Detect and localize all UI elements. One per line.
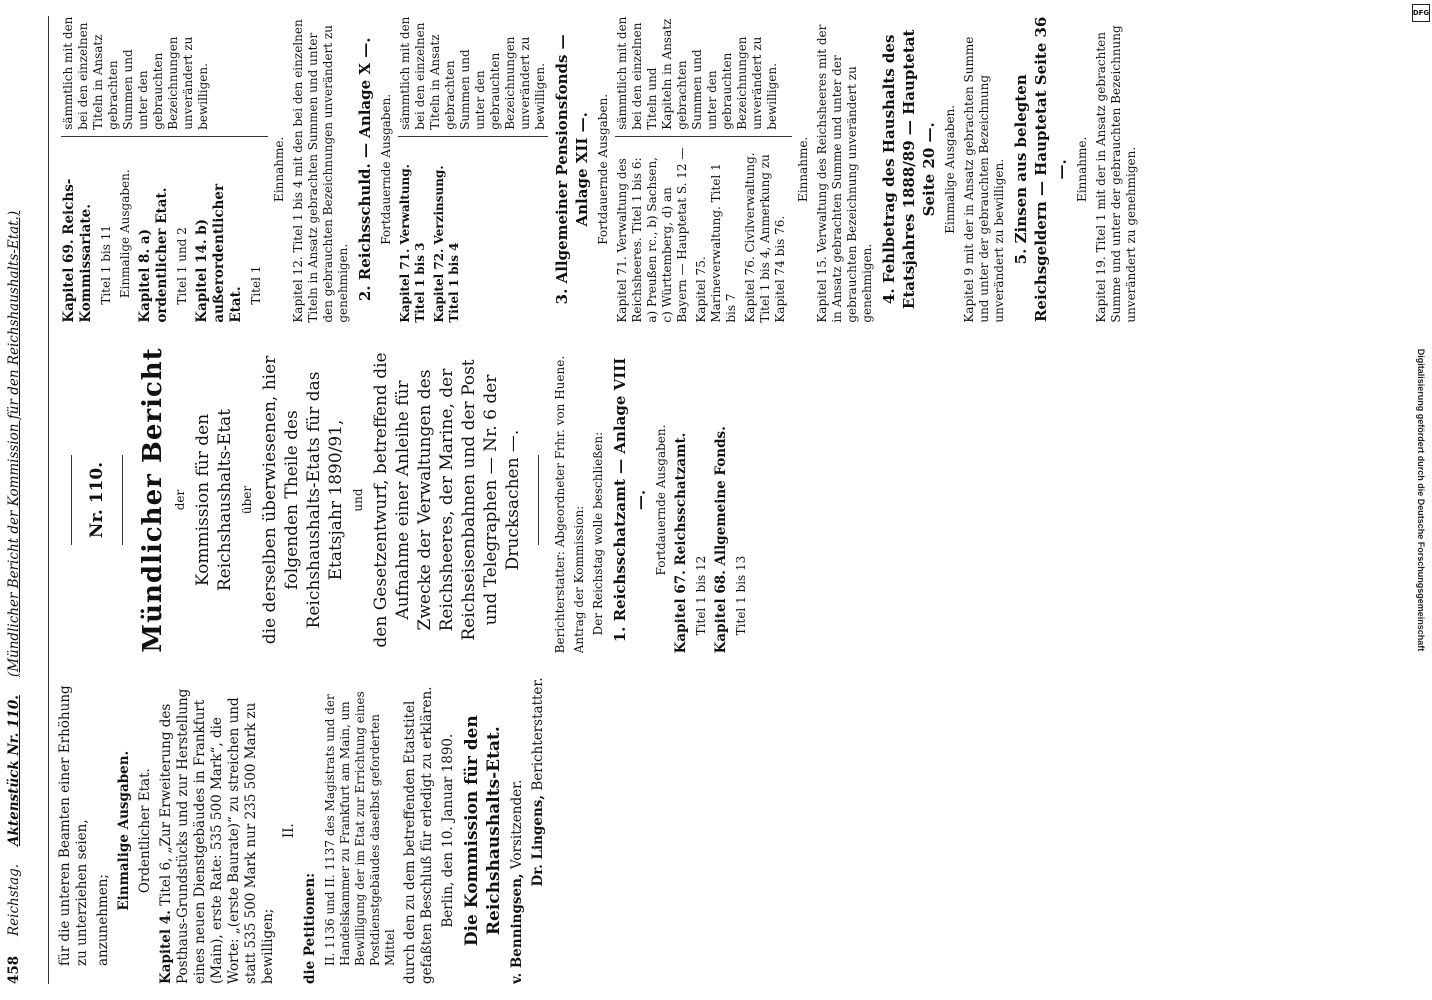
signer-1-role: Vorsitzender. xyxy=(509,779,525,870)
brace-note-2: sämmtlich mit den bei den einzelnen Titeln in Ansatz gebrachten Summen und unter den gebrauchten Bezeichnungen unverändert zu bewilligen. xyxy=(398,16,548,137)
petitionen-text: II. 1136 und II. 1137 des Magistrats und der Handelskammer zu Frankfurt am Main, um Bewilligung der im Etat zur Errichtung eines Postdienstgebäudes daselbst geforderten Mittel xyxy=(323,691,397,966)
dfg-logo-icon: DFG xyxy=(1412,4,1430,22)
section-1-heading: 1. Reichsschatzamt — Anlage VIII —. xyxy=(611,357,649,643)
section-5-heading: 5. Zinsen aus belegten Reichsgeldern — Hauptetat Seite 36 —. xyxy=(1012,16,1070,323)
section-3-heading: 3. Allgemeiner Pensionsfonds — Anlage XII —. xyxy=(553,34,591,305)
kapitel-19: Kapitel 19. Titel 1 mit der in Ansatz gebrachten Summe und unter der gebrauchten Bezeichnung unverändert zu genehmigen. xyxy=(1094,25,1138,323)
kapitel-75: Kapitel 75. Marineverwaltung. Titel 1 bis 7 xyxy=(694,163,738,323)
und-text: und xyxy=(351,488,365,512)
signer-2-role: Berichterstatter. xyxy=(530,677,546,791)
page-header xyxy=(6,16,49,984)
column-left xyxy=(57,677,1397,984)
kapitel-15: Kapitel 15. Verwaltung des Reichsheeres mit der in Ansatz gebrachten Summe und unter der gebrauchten Bezeichnung unverändert zu genehmigen. xyxy=(815,24,874,323)
kapitel-4-label: Kapitel 4. xyxy=(158,910,174,984)
kapitel-4-text: Titel 6, „Zur Erweiterung des Posthaus-Grundstücks und zur Herstellung eines neuen Dienstgebäudes in Frankfurt (Main), erste Rate: 535 500 Mark“, die Worte: „(erste Baurate)“ zu streichen und statt 535 500 Mark nur 235 500 Mark zu bewilligen; xyxy=(158,688,276,984)
date-line: Berlin, den 10. Januar 1890. xyxy=(440,733,456,928)
header-title: (Mündlicher Bericht der Kommission für den Reichshaushalts-Etat.) xyxy=(6,210,22,678)
signer-1-name: v. Benningsen, xyxy=(509,873,525,984)
kapitel-9: Kapitel 9 mit der in Ansatz gebrachten Summe und unter der gebrauchten Bezeichnung unverändert zu bewilligen. xyxy=(962,36,1006,323)
fortdauernde-heading: Fortdauernde Ausgaben. xyxy=(654,424,668,576)
kapitel-68: Kapitel 68. Allgemeine Fonds. xyxy=(713,426,729,654)
dfg-sidebar xyxy=(1410,0,1432,1000)
kapitel-14-titel: Titel 1 xyxy=(249,265,263,305)
roman-ii: II. xyxy=(281,823,297,839)
einmalige-heading-right: Einmalige Ausgaben. xyxy=(118,169,132,299)
column-middle xyxy=(57,347,1397,654)
fortdauernde-heading-3: Fortdauernde Ausgaben. xyxy=(596,93,610,245)
kapitel-71-heer: Kapitel 71. Verwaltung des Reichsheeres. Titel 1 bis 6: a) Preußen rc., b) Sachsen, c) Württemberg, d) an Bayern — Hauptetat S. 12 — xyxy=(615,147,689,323)
block-kapitel-71-76 xyxy=(615,16,792,323)
report-number: Nr. 110. xyxy=(87,461,107,539)
section-2-heading: 2. Reichsschuld. — Anlage X —. xyxy=(356,37,374,302)
kapitel-8-titel: Titel 1 und 2 xyxy=(175,227,189,305)
kapitel-76: Kapitel 76. Civilverwaltung. Titel 1 bis 4, Anmerkung zu Kapitel 74 bis 76. xyxy=(743,152,787,323)
brace-note-3: sämmtlich mit den bei den einzelnen Titeln und Kapiteln in Ansatz gebrachten Summen und unter den gebrauchten Bezeichnungen unverändert zu bewilligen. xyxy=(615,16,792,137)
kapitel-67-titel: Titel 1 bis 12 xyxy=(694,555,708,636)
kapitel-72: Kapitel 72. Verzinsung. Titel 1 bis 4 xyxy=(432,165,461,323)
einnahme-heading: Einnahme. xyxy=(272,136,286,202)
kapitel-14: Kapitel 14. b) außerordentlicher Etat. xyxy=(194,183,244,323)
ueber-text: über xyxy=(240,485,254,515)
accept-text: anzunehmen; xyxy=(95,874,111,966)
durch-text: durch den zu dem betreffenden Etatstitel gefaßten Beschluß für erledigt zu erklären. xyxy=(402,686,435,984)
kapitel-69: Kapitel 69. Reichs-Kommissariate. xyxy=(61,178,94,323)
theile-line: die derselben überwiesenen, hier folgenden Theile des Reichshaushalts-Etats für das Etatsjahr 1890/91, xyxy=(260,355,346,645)
kapitel-68-titel: Titel 1 bis 13 xyxy=(734,555,748,636)
brace-note-1: sämmtlich mit den bei den einzelnen Titeln in Ansatz gebrachten Summen und unter den gebrauchten Bezeichnungen unverändert zu bewilligen. xyxy=(61,16,268,137)
header-doc-number: Aktenstück Nr. 110. xyxy=(6,695,22,846)
intro-text: für die unteren Beamten einer Erhöhung zu unterziehen seien, xyxy=(57,685,90,966)
kapitel-71: Kapitel 71. Verwaltung. Titel 1 bis 3 xyxy=(398,164,427,323)
kapitel-12: Kapitel 12. Titel 1 bis 4 mit den bei den einzelnen Titeln in Ansatz gebrachten Summen und unter den gebrauchten Bezeichnungen unverändert zu genehmigen. xyxy=(291,19,350,323)
fortdauernde-heading-2: Fortdauernde Ausgaben. xyxy=(379,93,393,245)
column-right xyxy=(57,16,1397,323)
block-kapitel-71-72 xyxy=(398,16,548,323)
berichterstatter: Berichterstatter: Abgeordneter Frhr. von Huene. xyxy=(553,355,567,654)
einnahme-heading-3: Einnahme. xyxy=(796,136,810,202)
kapitel-8: Kapitel 8. a) ordentlicher Etat. xyxy=(137,187,170,323)
kommission-signature: Die Kommission für den Reichshaushalts-Etat. xyxy=(462,715,504,947)
dfg-funding-note: Digitalisierung gefördert durch die Deutsche Forschungsgemeinschaft xyxy=(1416,348,1426,652)
divider xyxy=(71,455,72,545)
section-4-heading: 4. Fehlbetrag des Haushalts des Etatsjahres 1888/89 — Hauptetat Seite 20 —. xyxy=(880,29,938,310)
kapitel-67: Kapitel 67. Reichsschatzamt. xyxy=(673,432,689,654)
divider xyxy=(538,455,539,545)
antrag-label: Antrag der Kommission: xyxy=(572,505,586,654)
text-columns xyxy=(57,16,1397,984)
signer-2-name: Dr. Lingens, xyxy=(530,794,546,887)
ordentlicher-heading: Ordentlicher Etat. xyxy=(137,768,153,894)
gesetzentwurf-line: den Gesetzentwurf, betreffend die Aufnahme einer Anleihe für Zwecke der Verwaltungen des Reichsheeres, der Marine, der Reichseisenbahnen und der Post und Telegraphen — Nr. 6 der Drucksachen —. xyxy=(371,352,523,648)
einmalige-heading: Einmalige Ausgaben. xyxy=(116,750,132,911)
der-text: der xyxy=(173,489,187,511)
einnahme-heading-5: Einnahme. xyxy=(1075,136,1089,202)
kapitel-69-titel: Titel 1 bis 11 xyxy=(99,225,113,305)
antrag-text: Der Reichstag wolle beschließen: xyxy=(591,431,605,636)
kommission-heading: Kommission für den Reichshaushalts-Etat xyxy=(193,408,235,592)
petitionen-label: die Petitionen: xyxy=(302,872,318,984)
page-number: 458 xyxy=(6,955,22,984)
divider xyxy=(122,455,123,545)
block-kapitel-69 xyxy=(61,16,268,323)
report-title: Mündlicher Bericht xyxy=(138,347,168,653)
einmalige-heading-4: Einmalige Ausgaben. xyxy=(943,104,957,234)
header-reichstag: Reichstag. xyxy=(6,863,22,936)
